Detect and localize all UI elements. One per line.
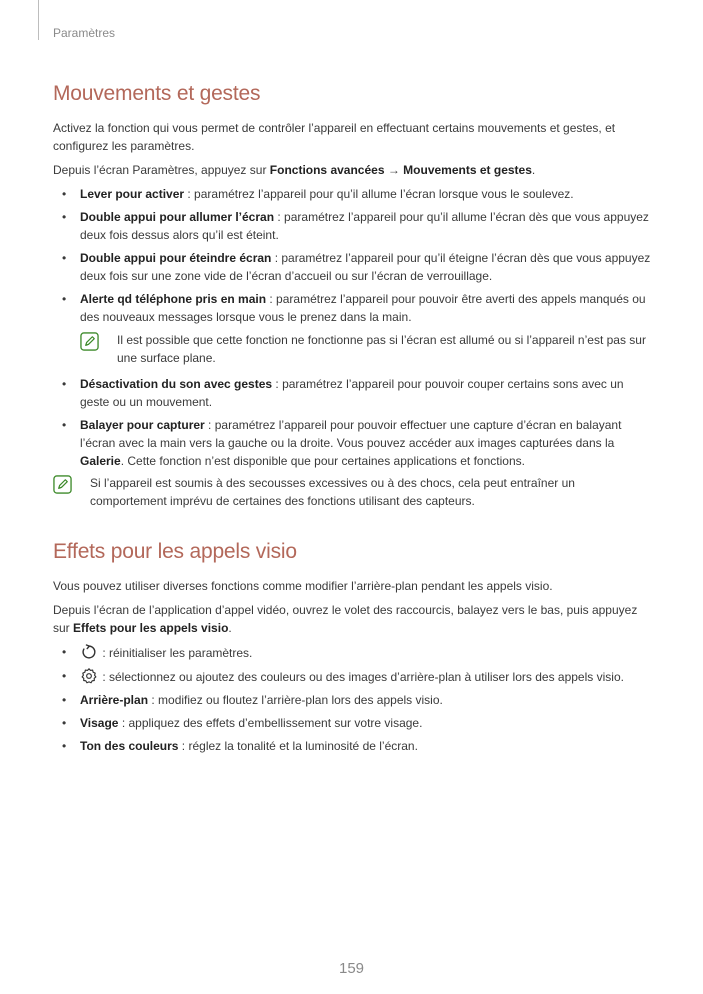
list-item: • Visage : appliquez des effets d’embellissement sur votre visage.	[62, 716, 423, 730]
path-term-video-effects: Effets pour les appels visio	[73, 621, 229, 635]
nested-note: Il est possible que cette fonction ne fonctionne pas si l’écran est allumé ou si l’appareil n’est pas sur une surface plane.	[80, 331, 653, 367]
list-item: • Alerte qd téléphone pris en main : paramétrez l’appareil pour pouvoir être averti des appels manqués ou des nouveaux messages lorsque vous le prenez dans la main. Il est possible que cette fonction ne fonctionne pas si l’écran est allumé ou si l’appareil n’est pas sur une surface plane.	[53, 290, 653, 367]
settings-gear-icon	[80, 667, 98, 685]
section-title-motions: Mouvements et gestes	[53, 82, 261, 105]
reset-icon	[80, 643, 98, 661]
video-call-feature-list	[53, 643, 653, 755]
list-item: • Désactivation du son avec gestes : paramétrez l’appareil pour pouvoir couper certains sons avec un geste ou un mouvement.	[62, 377, 624, 409]
list-item: • Double appui pour allumer l’écran : paramétrez l’appareil pour qu’il allume l’écran dès que vous appuyez deux fois dessus alors qu’il est éteint.	[62, 210, 649, 242]
running-header: Paramètres	[53, 26, 116, 40]
list-item: • Double appui pour éteindre écran : paramétrez l’appareil pour qu’il éteigne l’écran dès que vous appuyez deux fois sur une zone vide de l’écran d’accueil ou sur l’écran de verrouillage.	[62, 251, 651, 283]
list-item: • Lever pour activer : paramétrez l’appareil pour qu’il allume l’écran lorsque vous le soulevez.	[62, 187, 574, 201]
navigation-path-video-call: Depuis l’écran de l’application d’appel vidéo, ouvrez le volet des raccourcis, balayez vers le bas, puis appuyez sur Effets pour les appels visio.	[53, 603, 638, 635]
gallery-term: Galerie	[80, 454, 121, 468]
header-rule	[38, 0, 39, 40]
list-item: • Ton des couleurs : réglez la tonalité et la luminosité de l’écran.	[62, 739, 418, 753]
note-icon	[53, 475, 72, 494]
list-item: • : sélectionnez ou ajoutez des couleurs ou des images d’arrière-plan à utiliser lors des appels visio.	[62, 669, 624, 684]
section-intro-motions: Activez la fonction qui vous permet de contrôler l’appareil en effectuant certains mouvements et gestes, et configurez les paramètres.	[53, 121, 616, 153]
page-content	[53, 82, 653, 755]
path-step-motions-gestures: Mouvements et gestes	[403, 163, 532, 177]
list-item: • Balayer pour capturer : paramétrez l’appareil pour pouvoir effectuer une capture d’écran en balayant l’écran avec la main vers la gauche ou la droite. Vous pouvez accéder aux images capturées dans la Galerie. Cette fonction n’est disponible que pour certaines applications et fonctions.	[62, 418, 622, 468]
list-item: • Arrière-plan : modifiez ou floutez l’arrière-plan lors des appels visio.	[62, 693, 443, 707]
navigation-path-motions: Depuis l’écran Paramètres, appuyez sur Fonctions avancées → Mouvements et gestes.	[53, 163, 536, 177]
list-item: • : réinitialiser les paramètres.	[62, 645, 253, 660]
motions-feature-list	[53, 185, 653, 470]
section-note: Si l’appareil est soumis à des secousses excessives ou à des chocs, cela peut entraîner un comportement imprévu de certaines des fonctions utilisant des capteurs.	[53, 474, 653, 510]
section-title-video-call: Effets pour les appels visio	[53, 540, 297, 563]
note-icon	[80, 332, 99, 351]
path-step-advanced-features: Fonctions avancées	[269, 163, 385, 177]
section-intro-video-call: Vous pouvez utiliser diverses fonctions comme modifier l’arrière-plan pendant les appels visio.	[53, 579, 553, 593]
page-number: 159	[338, 960, 365, 977]
